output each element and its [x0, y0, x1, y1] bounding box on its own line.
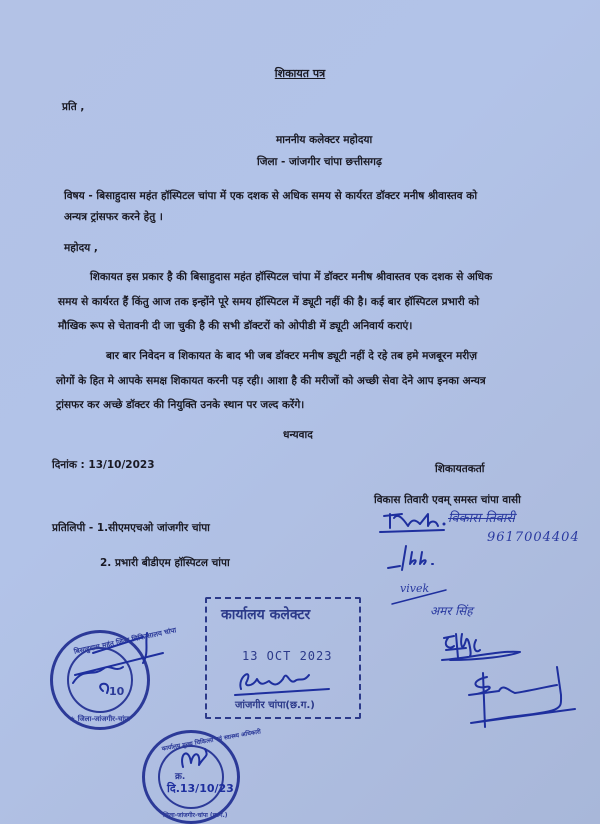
signature-1-name: विकास तिवारी: [448, 511, 515, 526]
hospital-seal-signature: [63, 633, 163, 713]
cmho-seal-date: दि.13/10/23: [167, 782, 234, 795]
paragraph-2-line2: लोगों के हित मे आपके समक्ष शिकायत करनी पड़ रही। आशा है की मरीजों को अच्छी सेवा देने आप इनका अन्यत्र: [56, 374, 486, 387]
cmho-seal-bottom-text: जिला-जांजगीर-चांपा (छ.ग.): [163, 812, 228, 819]
paragraph-1-line2: समय से कार्यरत हैं किंतु आज तक इन्होंने पूरे समय हॉस्पिटल में ड्यूटी नहीं की है। कई बार हॉस्पिटल प्रभारी को: [58, 295, 480, 308]
copy-to-item1: प्रतिलिपी - 1.सीएमएचओ जांजगीर चांपा: [52, 522, 210, 534]
phone-number: 9617004404: [487, 530, 580, 545]
hospital-seal-number: 10: [109, 685, 125, 698]
signature-vivek: vivek: [400, 582, 430, 595]
cmho-seal-outer-text: कार्यालय मुख्य चिकित्सा एवं स्वास्थ्य अधिकारी: [161, 728, 262, 753]
paragraph-2-line1: बार बार निवेदन व शिकायत के बाद भी जब डॉक्टर मनीष ड्यूटी नहीं दे रहे तब हमे मजबूरन मरीज़: [106, 350, 478, 362]
stamp-received-date: 13 OCT 2023: [242, 649, 333, 663]
paragraph-2-line3: ट्रांसफर कर अच्छे डॉक्टर की नियुक्ति उनके स्थान पर जल्द करेंगे।: [56, 399, 305, 411]
stamp-office: कार्यालय कलेक्टर: [221, 607, 311, 623]
signature-4: [465, 665, 575, 735]
cmho-seal-inward-prefix: क्र.: [175, 772, 186, 782]
signature-amar: अमर सिंह: [430, 604, 473, 618]
signature-3: [440, 630, 530, 670]
collector-received-stamp: [205, 597, 361, 719]
stamp-initials-signature: [233, 667, 343, 697]
complainant-label: शिकायतकर्ता: [435, 463, 485, 475]
hospital-seal: [50, 626, 177, 730]
paragraph-1-line1: शिकायत इस प्रकार है की बिसाहुदास महंत हॉस्पिटल चांपा में डॉक्टर मनीष श्रीवास्तव एक दशक से अधिक: [90, 271, 493, 283]
cmho-seal-initial: [179, 747, 219, 771]
addressee-line1: माननीय कलेक्टर महोदया: [276, 134, 373, 146]
stamp-location: जांजगीर चांपा(छ.ग.): [235, 700, 315, 711]
paragraph-1: [58, 265, 568, 339]
hospital-seal-bottom-text: ★ जिला-जांजगीर-चांपा: [69, 715, 130, 723]
salutation-to: प्रति ,: [62, 101, 85, 113]
hospital-seal-outer-text: बिसाहुदास महंत जिला चिकित्सालय चांपा: [73, 626, 177, 656]
paragraph-2: [56, 344, 566, 418]
letter-title: शिकायत पत्र: [274, 67, 326, 80]
letter-date: दिनांक : 13/10/2023: [52, 459, 155, 471]
paragraph-1-line3: मौखिक रूप से चेतावनी दी जा चुकी है की सभी डॉक्टरों को ओपीडी में ड्यूटी अनिवार्य कराएं।: [58, 320, 413, 332]
greeting: महोदय ,: [64, 242, 98, 254]
signature-2: [388, 542, 448, 572]
addressee-line2: जिला - जांजगीर चांपा छत्तीसगढ़: [257, 156, 382, 168]
cmho-seal: [142, 728, 262, 824]
copy-to-item2: 2. प्रभारी बीडीएम हॉस्पिटल चांपा: [100, 557, 230, 569]
subject-line2: अन्यत्र ट्रांसफर करने हेतु ।: [64, 210, 163, 223]
subject: [64, 184, 564, 229]
subject-line1: विषय - बिसाहुदास महंत हॉस्पिटल चांपा में एक दशक से अधिक समय से कार्यरत डॉक्टर मनीष श्रीवास्तव को: [64, 190, 478, 202]
complainant-name: विकास तिवारी एवम् समस्त चांपा वासी: [374, 494, 521, 506]
closing-thanks: धन्यवाद: [283, 429, 313, 441]
